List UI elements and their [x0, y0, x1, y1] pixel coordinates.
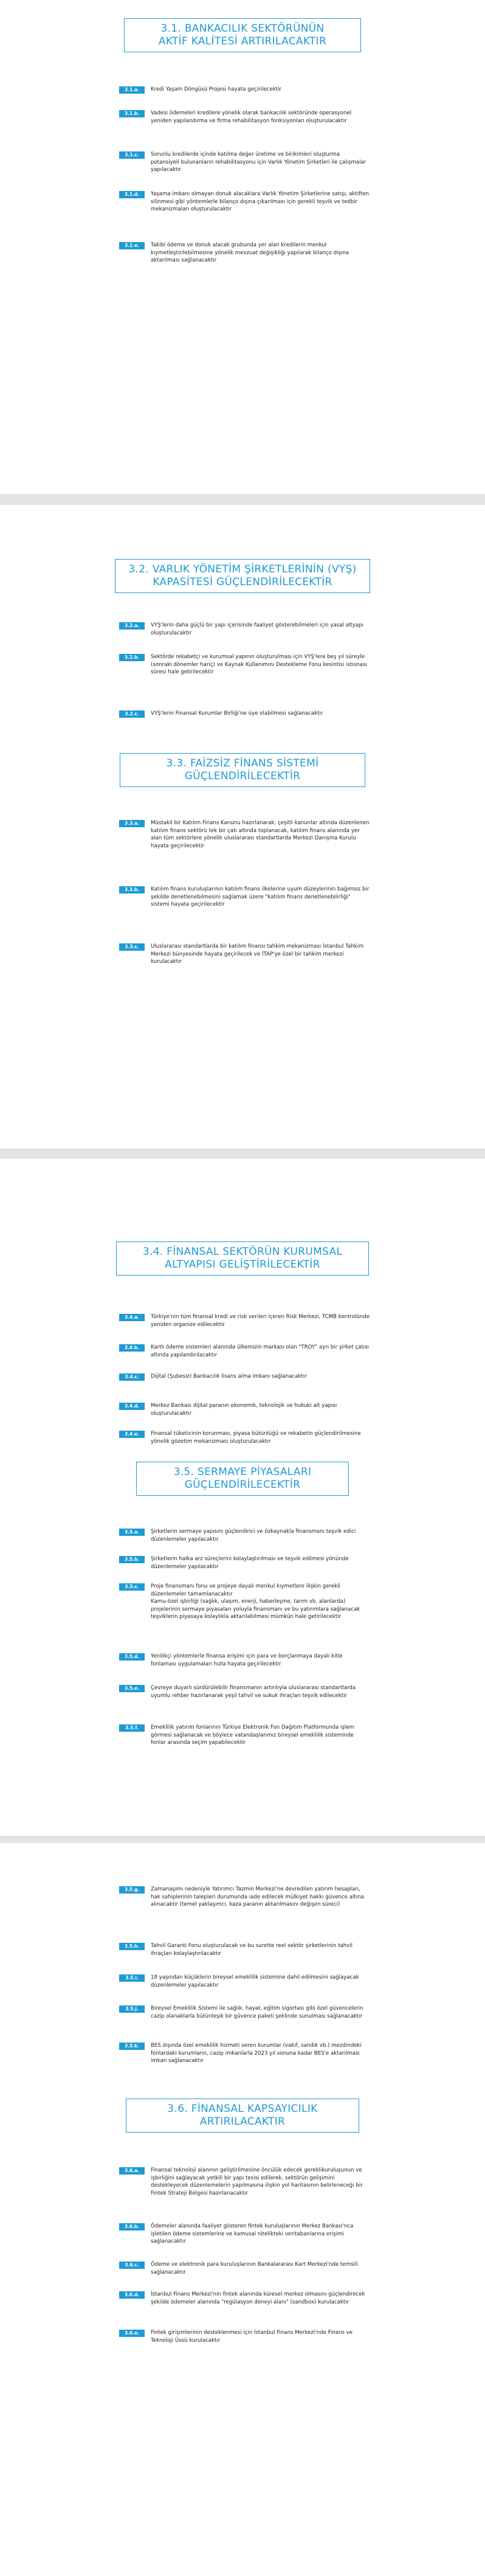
list-item [119, 622, 370, 637]
item-text: Finansal teknoloji alanının geliştirilmesine öncülük edecek gereklikuruluşunun ve işbirliğini sağlayacak yetkili bir yapı tesisi edilerek, sektörün gelişimini destekleyecek düzenlemelerin yapılmasına ilişkin yol haritasının belirleneceği bir Fintek Strateji Belgesi hazırlanacaktır [151, 2167, 363, 2196]
item-text: Sektörde rekabetçi ve kurumsal yapının oluşturulması için VYŞ'lere beş yıl süreyle (sonraki dönemler hariç) ve Kaynak Kullanımını Destekleme Fonu kesintisi istisnası süresi hale getirilecektir [151, 654, 367, 676]
list-item [119, 1974, 370, 1989]
item-text: VYŞ'lerin daha güçlü bir yapı içerisinde faaliyet gösterebilmeleri için yasal altyapı oluşturulacaktır [151, 622, 363, 636]
item-text: 18 yaşından küçüklerin bireysel emeklilik sistemine dahil edilmesini sağlayacak düzenlemeler yapılacaktır [151, 1974, 359, 1988]
list-item [119, 653, 370, 676]
item-text: Emeklilik yatırım fonlarının Türkiye Elektronik Fon Dağıtım Platformunda işlem görmesi sağlanacak ve böylece vatandaşlarımız bireysel emeklilik sisteminde fonlar arasında seçim yapabilecektir [151, 1724, 355, 1746]
section-title-3-5: 3.5. SERMAYE PİYASALARI GÜÇLENDİRİLECEKTİR [136, 1462, 349, 1496]
item-text: Yenilikçi yöntemlerle finansa erişimi için para ve borçlanmaya dayalı kitle fonlaması uygulamaları hızla hayata geçirilecektir [151, 1653, 343, 1667]
item-code-badge: 3.4.e. [119, 1431, 145, 1438]
item-code-badge: 3.5.e. [119, 1685, 145, 1692]
item-text: VYŞ'lerin Finansal Kurumlar Birliği'ne üye olabilmesi sağlanacaktır [151, 710, 323, 717]
item-code-badge: 3.5.d. [119, 1653, 145, 1661]
section-title-3-4: 3.4. FİNANSAL SEKTÖRÜN KURUMSAL ALTYAPISI GELİŞTİRİLECEKTİR [116, 1241, 369, 1276]
list-item [119, 710, 370, 718]
item-code-badge: 3.6.a. [119, 2167, 145, 2175]
list-item [119, 1653, 370, 1668]
item-code-badge: 3.5.a. [119, 1529, 145, 1536]
list-item [119, 2005, 370, 2020]
item-text: Finansal tüketicinin korunması, piyasa bütünlüğü ve rekabetin güçlendirilmesine yönelik gözetim mekanizması oluşturulacaktır [151, 1431, 361, 1445]
item-code-badge: 3.1.d. [119, 191, 145, 198]
item-text: Bireysel Emeklilik Sistemi ile sağlık, hayat, eğitim sigortası gibi özel güvencelerin cazip olanaklarla bütünleşik bir güvence paketi şeklinde sunulması sağlanacaktır [151, 2005, 363, 2019]
item-code-badge: 3.3.a. [119, 820, 145, 827]
list-item [119, 241, 370, 265]
document-page-4 [0, 1843, 485, 2576]
item-text: Zamanaşımı nedeniyle Yatırımcı Tazmin Merkezi'ne devredilen yatırım hesapları, hak sahiplerinin talepleri durumunda iade edilecek mülkiyet hakkı güvence altına alınacaktır (temel yaklaşımcı, kaza paranın aktarılmasını değişen süreci) [151, 1886, 364, 1908]
item-text: Kartlı ödeme sistemleri alanında ülkemizin markası olan "TROY" ayrı bir şirket çatısı altında yapılandırılacaktır [151, 1344, 370, 1358]
item-code-badge: 3.5.g. [119, 1886, 145, 1894]
list-item [119, 1942, 370, 1957]
item-code-badge: 3.5.b. [119, 1556, 145, 1563]
item-code-badge: 3.1.b. [119, 110, 145, 117]
section-title-3-2: 3.2. VARLIK YÖNETİM ŞİRKETLERİNİN (VYŞ) KAPASİTESİ GÜÇLENDİRİLECEKTİR [115, 559, 370, 593]
list-item [119, 2291, 370, 2306]
list-item [119, 1430, 370, 1445]
item-code-badge: 3.4.d. [119, 1403, 145, 1410]
section-title-3-1: 3.1. BANKACILIK SEKTÖRÜNÜN AKTİF KALİTESİ ARTIRILACAKTIR [124, 18, 361, 52]
item-text: Takibi ödeme ve donuk alacak grubunda yer alan kredilerin menkul kıymetleştirilebilmesine yönelik mevzuat değişikliği yapılarak bilanço dışına aktarılması sağlanacaktır [151, 242, 349, 264]
list-item [119, 1724, 370, 1747]
list-item [119, 1528, 370, 1543]
list-item [119, 1886, 370, 1909]
list-item [119, 819, 370, 850]
section-title-3-3: 3.3. FAİZSİZ FİNANS SİSTEMİ GÜÇLENDİRİLECEKTİR [120, 753, 365, 787]
item-code-badge: 3.1.a. [119, 86, 145, 94]
list-item [119, 151, 370, 174]
list-item [119, 1583, 370, 1621]
document-page-1 [0, 0, 485, 494]
item-text: Kredi Yaşam Döngüsü Projesi hayata geçirilecektir [151, 86, 281, 92]
item-text: Türkiye'nin tüm finansal kredi ve risk verileri içeren Risk Merkezi, TCMB kontrolünde yeniden organize edilecektir [151, 1314, 370, 1328]
item-code-badge: 3.4.b. [119, 1344, 145, 1352]
item-text: İstanbul Finans Merkezi'nin fintek alanında küresel merkez olmasını güçlendirecek şekilde ödemeler alanında "regülasyon deneyi alanı" (sandbox) kurulacaktır [151, 2291, 365, 2305]
item-code-badge: 3.2.b. [119, 654, 145, 661]
list-item [119, 2261, 370, 2276]
list-item [119, 2167, 370, 2197]
document-page-3 [0, 1159, 485, 1836]
item-code-badge: 3.6.e. [119, 2330, 145, 2337]
list-item [119, 2329, 370, 2344]
item-code-badge: 3.2.a. [119, 622, 145, 630]
list-item [119, 2042, 370, 2065]
list-item [119, 1373, 370, 1381]
list-item [119, 109, 370, 125]
item-text: Yaşama imkanı olmayan donuk alacaklara Varlık Yönetim Şirketlerine satışı, aktiften silinmesi gibi yöntemlerle bilanço dışına çıkarılması için gerekli teşvik ve tedbir mekanizmaları oluşturulacaktır [151, 191, 370, 213]
item-text: Vadesi ödemeleri kredilere yönelik olarak bankacılık sektöründe operasyonel yeniden yapılandırma ve firma rehabilitasyon fonksiyonları oluşturulacaktır [151, 110, 352, 124]
item-text: Merkez Bankası dijital paranın ekonomik, teknolojik ve hukuki alt yapısı oluşturulacaktır [151, 1403, 337, 1417]
item-text: Ödeme ve elektronik para kuruluşlarının Bankalararası Kart Merkezi'nde temsili sağlanacaktır [151, 2262, 358, 2276]
list-item [119, 1344, 370, 1359]
item-code-badge: 3.2.c. [119, 710, 145, 718]
item-code-badge: 3.5.j. [119, 2005, 145, 2013]
item-code-badge: 3.3.c. [119, 943, 145, 951]
item-text: Şirketlerin halka arz süreçlerini kolaylaştırılması ve teşvik edilmesi yönünde düzenlemeler yapılacaktır [151, 1556, 349, 1570]
item-code-badge: 3.5.i. [119, 1974, 145, 1982]
item-code-badge: 3.5.c. [119, 1583, 145, 1591]
item-code-badge: 3.6.b. [119, 2223, 145, 2231]
item-text: Tahvil Garanti Fonu oluşturulacak ve bu surette reel sektör şirketlerinin tahvil ihraçları kolaylaştırılacaktır [151, 1943, 353, 1957]
list-item [119, 1555, 370, 1571]
item-code-badge: 3.1.c. [119, 151, 145, 159]
item-text: Katılım finans kuruluşlarının katılım finans ilkelerine uyum düzeylerinin bağımsız bir şekilde denetlenebilmesini sağlamak üzere "katılım finans denetlenebilirliği" sistemi hayata geçirilecektir [151, 886, 370, 908]
item-text: BES dışında özel emeklilik hizmeti veren kurumlar (vakıf, sandık vb.) mezdindeki fonlardaki kurumların, cazip imkanlarla 2023 yıl sonuna kadar BES'e aktarılması imkan sağlanacaktır [151, 2043, 362, 2064]
document-page-2 [0, 505, 485, 1148]
item-text: Proje finansmanı fonu ve projeye dayalı menkul kıymetlere ilişkin gerekli düzenlemeler tamamlanacaktır Kamu-özel işbirliği (sağlık, ulaşım, enerji, haberleşme, tarım vb. alanlarda) projelerinin sermaye piyasaları yoluyla finansmanı ve bu yatırımlara sağlanacak teşviklerin piyasaya kolaylıkla aktarılabilmesi mümkün hale getirilecektir [151, 1583, 360, 1620]
item-text: Fintek girişimlerinin desteklenmesi için İstanbul Finans Merkezi'nde Finans ve Teknoloji Üssü kurulacaktır [151, 2330, 353, 2344]
item-code-badge: 3.6.c. [119, 2262, 145, 2269]
list-item [119, 886, 370, 909]
item-code-badge: 3.4.a. [119, 1314, 145, 1321]
item-code-badge: 3.5.h. [119, 1943, 145, 1950]
item-text: Ödemeler alanında faaliyet gösteren fintek kuruluşlarının Merkez Bankası'nca işletilen ödeme sistemlerine ve kamusal nitelikteki veritabanlarına erişimi sağlanacaktır [151, 2223, 354, 2245]
list-item [119, 1402, 370, 1417]
list-item [119, 1684, 370, 1699]
item-text: Müstakil bir Katılım Finans Kanunu hazırlanarak, çeşitli kanunlar altında düzenlenen katılım finans sektörü tek bir çatı altında toplanacak, katılım finans alanında yer alan tüm sektörlere yönelik uluslararası standartlarda Merkezi Danışma Kurulu hayata geçirilecektir [151, 820, 370, 849]
item-code-badge: 3.5.k. [119, 2043, 145, 2050]
list-item [119, 190, 370, 214]
item-code-badge: 3.5.f. [119, 1724, 145, 1732]
item-code-badge: 3.3.b. [119, 886, 145, 894]
item-text: Uluslararası standartlarda bir katılım finansı tahkim mekanizması İstanbul Tahkim Merkezi bünyesinde hayata geçirilecek ve İTAP'ye özel bir tahkim merkezi kurulacaktır [151, 943, 364, 965]
list-item [119, 2223, 370, 2246]
list-item [119, 1313, 370, 1328]
item-text: Sorunlu kredilerde içinde katılma değer üretime ve birikimleri oluşturma potansiyeli bulunanların rehabilitasyonu için Varlık Yönetim Şirketleri ile çalışmalar yapılacaktır [151, 151, 366, 173]
item-code-badge: 3.4.c. [119, 1373, 145, 1381]
section-title-3-6: 3.6. FİNANSAL KAPSAYICILIK ARTIRILACAKTIR [126, 2099, 359, 2133]
item-code-badge: 3.1.e. [119, 242, 145, 249]
list-item [119, 943, 370, 966]
item-text: Şirketlerin sermaye yapısını güçlendirici ve özkaynakla finansmanı teşvik edici düzenlemeler yapılacaktır [151, 1529, 356, 1543]
list-item [119, 86, 370, 94]
item-text: Çevreye duyarlı sürdürülebilir finansmanın artırılıyla uluslararası standartlarda uyumlu rehber hazırlanarak yeşil tahvil ve sukuk ihraçları teşvik edilecektir [151, 1685, 356, 1699]
item-text: Dijital (Şubesiz) Bankacılık lisans alma imkanı sağlanacaktır [151, 1373, 307, 1380]
item-code-badge: 3.6.d. [119, 2291, 145, 2299]
